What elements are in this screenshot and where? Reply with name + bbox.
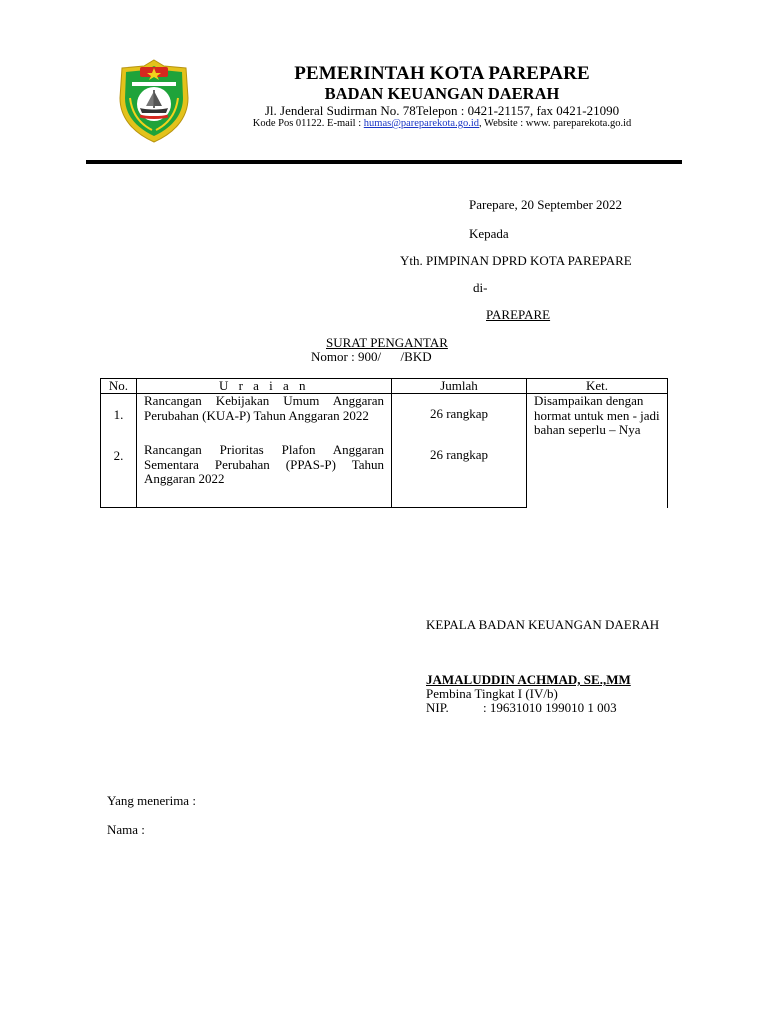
row-uraian: Rancangan Kebijakan Umum Anggaran Perubahan (KUA-P) Tahun Anggaran 2022 bbox=[137, 394, 392, 444]
letterhead-agency: BADAN KEUANGAN DAERAH bbox=[324, 84, 560, 103]
contact-prefix: Kode Pos 01122. E-mail : bbox=[252, 118, 364, 129]
table-header-row bbox=[101, 379, 668, 394]
receiver-name-label: Nama : bbox=[107, 822, 145, 837]
letter-title: SURAT PENGANTAR bbox=[326, 335, 448, 350]
items-table bbox=[100, 378, 668, 508]
header-no: No. bbox=[101, 379, 137, 394]
header-uraian: U r a i a n bbox=[137, 379, 392, 394]
signature-rank: Pembina Tingkat I (IV/b) bbox=[426, 686, 558, 701]
nip-value: : 19631010 199010 1 003 bbox=[483, 700, 617, 715]
row-no: 1. bbox=[101, 394, 137, 444]
place-date: Parepare, 20 September 2022 bbox=[469, 197, 623, 212]
row-ket: Disampaikan dengan hormat untuk men - jadi bahan seperlu – Nya bbox=[527, 394, 668, 508]
contact-suffix: , Website : www. pareparekota.go.id bbox=[479, 118, 632, 129]
table-row bbox=[101, 394, 668, 444]
row-uraian: Rancangan Prioritas Plafon Anggaran Sementara Perubahan (PPAS-P) Tahun Anggaran 2022 bbox=[137, 443, 392, 508]
header-ket: Ket. bbox=[527, 379, 668, 394]
email-link[interactable]: humas@pareparekota.go.id bbox=[363, 118, 479, 129]
recipient: Yth. PIMPINAN DPRD KOTA PAREPARE bbox=[400, 253, 632, 268]
signature-position: KEPALA BADAN KEUANGAN DAERAH bbox=[426, 617, 660, 632]
city-emblem-logo bbox=[116, 58, 192, 144]
letterhead-address: Jl. Jenderal Sudirman No. 78Telepon : 0421-21157, fax 0421-21090 bbox=[264, 103, 620, 118]
letterhead-divider bbox=[86, 160, 682, 164]
to-label: Kepada bbox=[469, 226, 509, 241]
row-no: 2. bbox=[101, 443, 137, 508]
row-jumlah: 26 rangkap bbox=[392, 443, 527, 508]
signature-name: JAMALUDDIN ACHMAD, SE.,MM bbox=[426, 672, 631, 687]
letterhead-contact bbox=[200, 118, 684, 129]
header-jumlah: Jumlah bbox=[392, 379, 527, 394]
receiver-label: Yang menerima : bbox=[107, 793, 196, 808]
row-jumlah: 26 rangkap bbox=[392, 394, 527, 444]
letterhead-government: PEMERINTAH KOTA PAREPARE bbox=[294, 63, 590, 84]
nip-label: NIP. bbox=[426, 700, 449, 715]
di-label: di- bbox=[473, 280, 488, 295]
letter-number: Nomor : 900/ /BKD bbox=[311, 349, 432, 364]
recipient-city: PAREPARE bbox=[486, 307, 551, 322]
